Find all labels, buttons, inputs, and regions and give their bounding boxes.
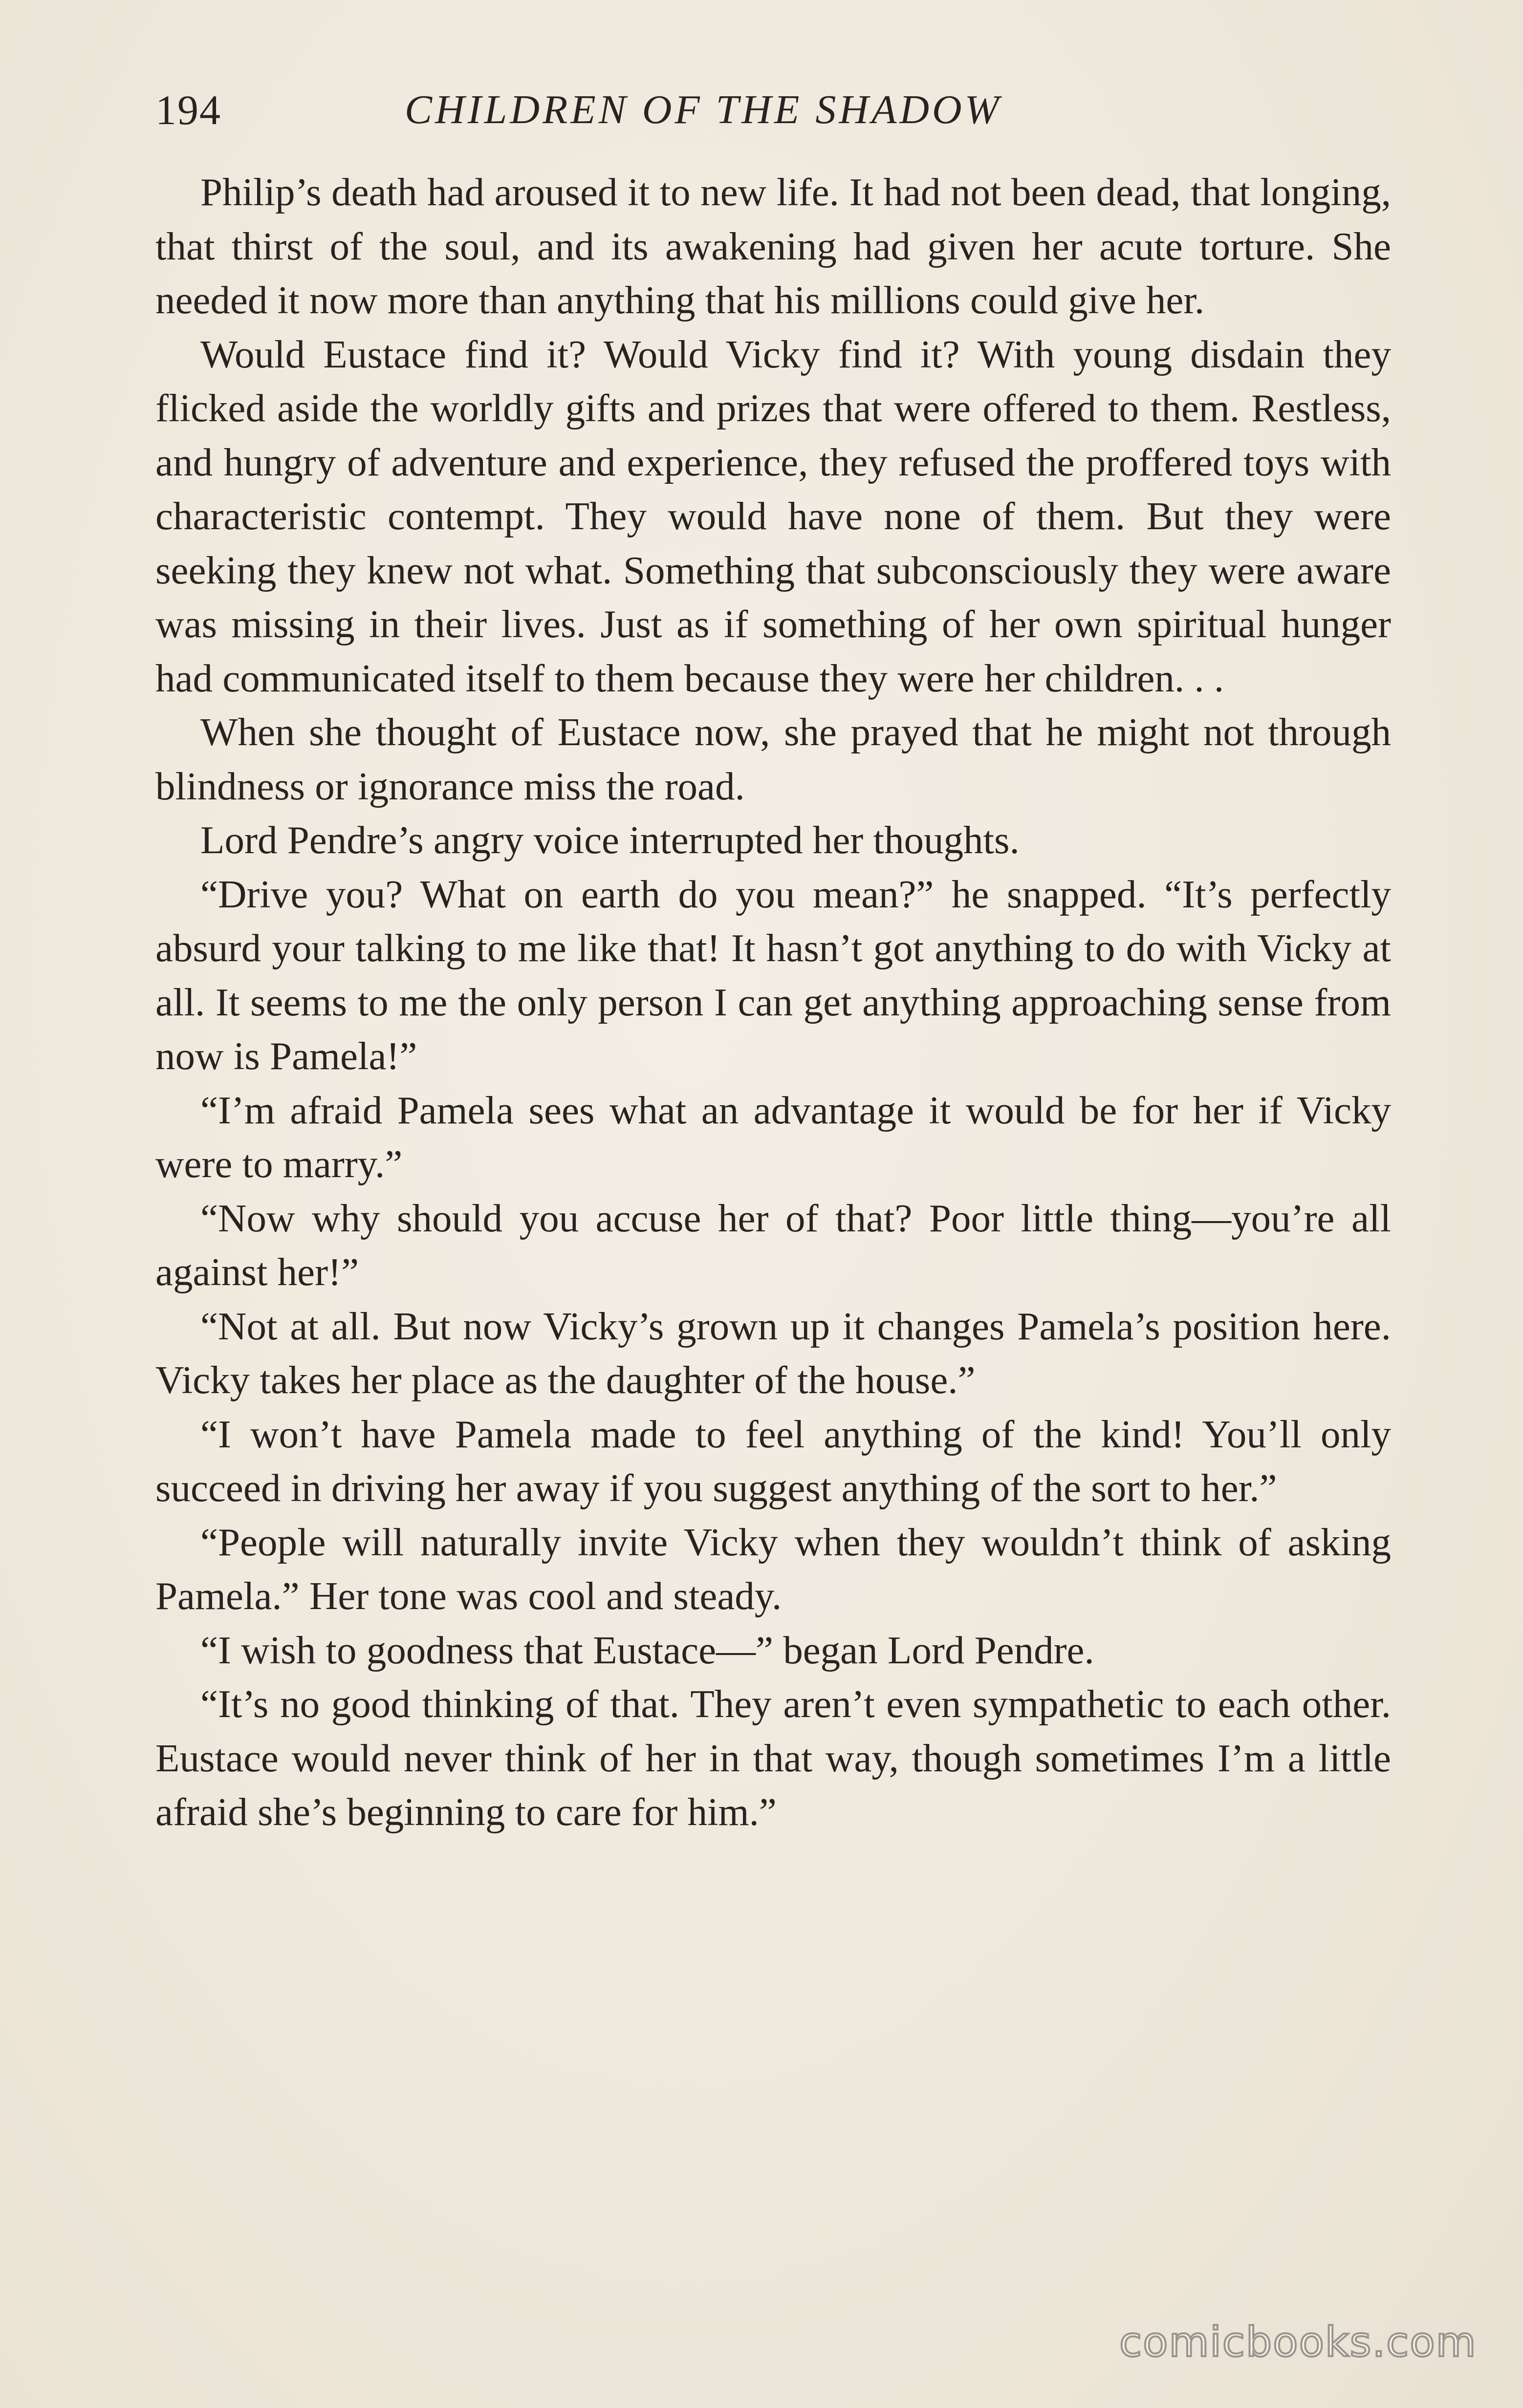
paragraph: “I wish to goodness that Eustace—” began Lord Pendre. bbox=[200, 1628, 1094, 1672]
paragraph: Lord Pendre’s angry voice interrupted her thoughts. bbox=[200, 818, 1020, 862]
body-text bbox=[155, 165, 1391, 1839]
paragraph: “Now why should you accuse her of that? Poor little thing—you’re all against her!” bbox=[155, 1196, 1391, 1294]
running-head bbox=[155, 78, 1397, 142]
book-title: CHILDREN OF THE SHADOW bbox=[405, 87, 1002, 132]
page-number: 194 bbox=[155, 86, 221, 133]
paragraph: Philip’s death had aroused it to new life. It had not been dead, that longing, that thirst of the soul, and its awakening had given her acute torture. She needed it now more than anything that his millions could give her. bbox=[155, 170, 1391, 322]
paragraph: “People will naturally invite Vicky when they wouldn’t think of asking Pamela.” Her tone was cool and steady. bbox=[155, 1520, 1391, 1618]
paragraph: When she thought of Eustace now, she prayed that he might not through blindness or ignorance miss the road. bbox=[155, 710, 1391, 808]
paragraph: “Drive you? What on earth do you mean?” he snapped. “It’s perfectly absurd your talking to me like that! It hasn’t got anything to do with Vicky at all. It seems to me the only person I can get anything approaching sense from now is Pamela!” bbox=[155, 872, 1391, 1078]
paragraph: “I won’t have Pamela made to feel anything of the kind! You’ll only succeed in driving her away if you suggest anything of the sort to her.” bbox=[155, 1412, 1391, 1510]
paragraph: “I’m afraid Pamela sees what an advantage it would be for her if Vicky were to marry.” bbox=[155, 1088, 1391, 1186]
watermark: comicbooks.com bbox=[1119, 2318, 1477, 2366]
paragraph: Would Eustace find it? Would Vicky find it? With young disdain they flicked aside the worldly gifts and prizes that were offered to them. Restless, and hungry of adventure and experience, they refused the proffered toys with characteristic contempt. They would have none of them. But they were seeking they knew not what. Something that subconsciously they were aware was missing in their lives. Just as if something of her own spiritual hunger had communicated itself to them because they were her children. . . bbox=[155, 332, 1391, 700]
paragraph: “Not at all. But now Vicky’s grown up it changes Pamela’s position here. Vicky takes her place as the daughter of the house.” bbox=[155, 1304, 1391, 1402]
paragraph: “It’s no good thinking of that. They aren’t even sympathetic to each other. Eustace would never think of her in that way, though sometimes I’m a little afraid she’s beginning to care for him.” bbox=[155, 1682, 1391, 1834]
